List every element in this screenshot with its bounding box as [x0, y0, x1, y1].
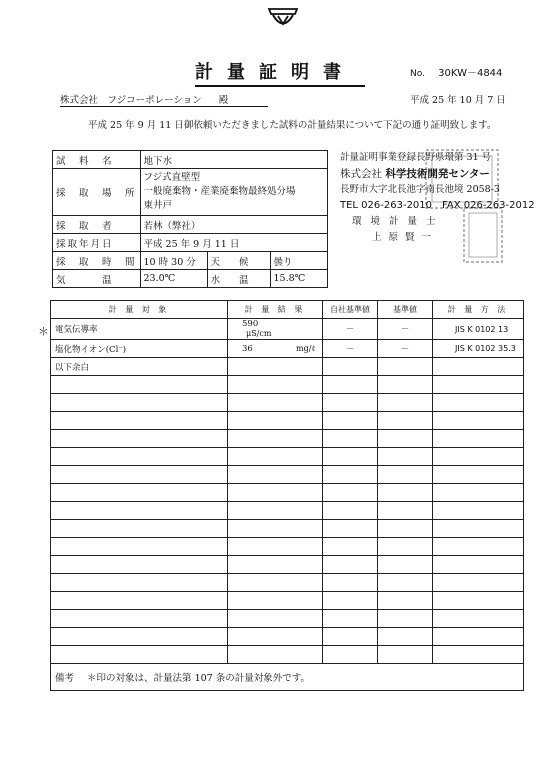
air-temp-label: 気 温 — [53, 270, 141, 288]
location-line: フジ式直壁型 — [143, 172, 201, 183]
empty-cell — [51, 448, 228, 466]
method-text: JIS K 0102 13 — [455, 324, 509, 334]
empty-cell — [228, 574, 323, 592]
table-row — [51, 520, 524, 538]
empty-cell — [228, 610, 323, 628]
sample-info-row — [53, 270, 328, 288]
empty-cell — [378, 376, 433, 394]
empty-cell — [378, 574, 433, 592]
own-standard-text: － — [345, 325, 355, 335]
recipient — [60, 92, 268, 107]
result-value: 590 — [242, 319, 259, 329]
target-text: 電気伝導率 — [55, 325, 98, 335]
document-number-label: No. — [410, 69, 425, 79]
empty-cell — [228, 502, 323, 520]
issuer-address: 長野市大字北長池字南長池境 2058-3 — [340, 184, 500, 195]
issuer-block — [340, 150, 535, 246]
sample-name-label: 試 料 名 — [53, 151, 141, 169]
empty-cell — [51, 610, 228, 628]
sampling-location-value — [140, 169, 327, 216]
empty-cell — [378, 646, 433, 664]
cell-target — [51, 319, 228, 340]
empty-cell — [323, 592, 378, 610]
empty-cell — [228, 376, 323, 394]
company-name: 科学技術開発センター — [385, 168, 490, 180]
header-result: 計 量 結 果 — [228, 301, 323, 319]
table-row — [51, 502, 524, 520]
empty-cell — [323, 376, 378, 394]
table-row — [51, 448, 524, 466]
empty-cell — [51, 466, 228, 484]
empty-cell — [323, 412, 378, 430]
table-row — [51, 592, 524, 610]
standard-text: － — [400, 325, 410, 335]
results-header-row — [51, 301, 524, 319]
table-row — [51, 319, 524, 340]
empty-cell — [378, 466, 433, 484]
empty-cell — [378, 538, 433, 556]
empty-cell — [323, 430, 378, 448]
empty-cell — [51, 520, 228, 538]
empty-cell — [323, 520, 378, 538]
cell-target — [51, 358, 228, 376]
table-row — [51, 610, 524, 628]
empty-cell — [228, 466, 323, 484]
recipient-honorific: 殿 — [218, 95, 229, 106]
table-row — [51, 556, 524, 574]
empty-cell — [378, 430, 433, 448]
empty-cell — [228, 556, 323, 574]
table-row — [51, 538, 524, 556]
sample-info-row — [53, 216, 328, 234]
empty-cell — [378, 610, 433, 628]
weather-value: 曇り — [270, 252, 327, 270]
empty-cell — [228, 484, 323, 502]
empty-cell — [323, 502, 378, 520]
empty-cell — [433, 556, 524, 574]
standard-text: － — [400, 344, 410, 355]
empty-cell — [433, 610, 524, 628]
remarks — [51, 664, 524, 691]
empty-cell — [433, 574, 524, 592]
sampling-location-label: 採 取 場 所 — [53, 169, 141, 216]
empty-cell — [228, 628, 323, 646]
header-target: 計 量 対 象 — [51, 301, 228, 319]
empty-cell — [323, 628, 378, 646]
location-line: 東井戸 — [143, 200, 173, 211]
empty-cell — [433, 430, 524, 448]
result-unit: μS/cm — [246, 329, 272, 338]
issuer-person: 上原賢一 — [372, 232, 439, 243]
empty-cell — [228, 592, 323, 610]
cell-method — [433, 358, 524, 376]
empty-cell — [323, 448, 378, 466]
issuer-company — [340, 166, 535, 182]
empty-cell — [433, 466, 524, 484]
empty-cell — [228, 394, 323, 412]
empty-cell — [51, 376, 228, 394]
empty-cell — [323, 394, 378, 412]
cell-own-standard — [323, 340, 378, 358]
empty-cell — [228, 412, 323, 430]
target-text: 塩化物イオン(Cl⁻) — [55, 344, 127, 355]
water-temp-value: 15.8℃ — [270, 270, 327, 288]
intro-text: 平成 25 年 9 月 11 日御依頼いただきました試料の計量結果について下記の通り証明致します。 — [88, 120, 497, 131]
company-logo-icon — [267, 6, 299, 30]
company-prefix: 株式会社 — [340, 168, 382, 180]
empty-cell — [51, 394, 228, 412]
empty-cell — [378, 484, 433, 502]
empty-cell — [228, 448, 323, 466]
sampling-time-value: 10 時 30 分 — [140, 252, 207, 270]
sample-info-row — [53, 169, 328, 216]
empty-cell — [378, 448, 433, 466]
empty-cell — [323, 610, 378, 628]
non-regulated-marker: ＊ — [38, 325, 49, 338]
cell-method — [433, 319, 524, 340]
empty-cell — [51, 484, 228, 502]
table-row — [51, 340, 524, 358]
issuer-phone-fax: TEL 026-263-2010 FAX 026-263-2012 — [340, 200, 535, 211]
results-table — [50, 300, 524, 691]
sampler-value: 若林（弊社） — [140, 216, 327, 234]
method-text: JIS K 0102 35.3 — [455, 344, 516, 353]
registration-number: 計量証明事業登録長野県環第 31 号 — [340, 152, 492, 163]
recipient-name: 株式会社 フジコーポレーション — [60, 95, 202, 106]
header-own-standard: 自社基準値 — [323, 301, 378, 319]
remarks-text: ＊印の対象は、計量法第 107 条の計量対象外です。 — [87, 673, 310, 684]
water-temp-label: 水 温 — [207, 270, 270, 288]
table-row — [51, 484, 524, 502]
empty-cell — [51, 592, 228, 610]
header-method: 計 量 方 法 — [433, 301, 524, 319]
issue-date: 平成 25 年 10 月 7 日 — [410, 95, 506, 106]
empty-cell — [51, 556, 228, 574]
sample-info-row — [53, 151, 328, 169]
empty-cell — [433, 448, 524, 466]
empty-cell — [228, 646, 323, 664]
air-temp-value: 23.0℃ — [140, 270, 207, 288]
empty-cell — [323, 556, 378, 574]
remarks-row — [51, 664, 524, 691]
table-row — [51, 412, 524, 430]
empty-cell — [51, 430, 228, 448]
empty-cell — [433, 592, 524, 610]
target-text: 以下余白 — [55, 362, 90, 373]
empty-cell — [228, 520, 323, 538]
empty-cell — [433, 646, 524, 664]
table-row — [51, 394, 524, 412]
empty-cell — [323, 646, 378, 664]
sampling-date-label: 採取年月日 — [53, 234, 141, 252]
cell-standard — [378, 340, 433, 358]
sample-info-table — [52, 150, 328, 288]
table-row — [51, 466, 524, 484]
table-row — [51, 628, 524, 646]
page-title: 計量証明書 — [195, 58, 365, 87]
sample-info-row — [53, 252, 328, 270]
empty-cell — [378, 412, 433, 430]
empty-cell — [433, 502, 524, 520]
empty-cell — [433, 394, 524, 412]
empty-cell — [378, 502, 433, 520]
issuer-role: 環境計量士 — [352, 216, 445, 227]
empty-cell — [51, 646, 228, 664]
empty-cell — [378, 556, 433, 574]
sampling-time-label: 採 取 時 間 — [53, 252, 141, 270]
empty-cell — [323, 574, 378, 592]
empty-cell — [228, 430, 323, 448]
empty-cell — [51, 502, 228, 520]
remarks-label: 備考 — [55, 673, 75, 684]
sample-name-value: 地下水 — [140, 151, 327, 169]
document-number-value: 30KW－4844 — [438, 68, 503, 79]
cell-result — [228, 358, 323, 376]
cell-result — [228, 319, 323, 340]
sampling-date-value: 平成 25 年 9 月 11 日 — [140, 234, 327, 252]
empty-cell — [51, 412, 228, 430]
empty-cell — [433, 520, 524, 538]
table-row — [51, 574, 524, 592]
cell-method — [433, 340, 524, 358]
document-number — [410, 64, 502, 79]
header-standard: 基準値 — [378, 301, 433, 319]
empty-cell — [378, 592, 433, 610]
table-row — [51, 358, 524, 376]
table-row — [51, 376, 524, 394]
empty-cell — [323, 538, 378, 556]
empty-cell — [51, 574, 228, 592]
empty-cell — [378, 520, 433, 538]
cell-target — [51, 340, 228, 358]
result-unit: mg/ℓ — [296, 343, 316, 353]
empty-cell — [433, 412, 524, 430]
empty-cell — [378, 628, 433, 646]
cell-own-standard — [323, 319, 378, 340]
result-value: 36 — [242, 343, 253, 354]
location-line: 一般廃棄物・産業廃棄物最終処分場 — [143, 186, 296, 197]
table-row — [51, 646, 524, 664]
table-row — [51, 430, 524, 448]
cell-result — [228, 340, 323, 358]
empty-cell — [323, 466, 378, 484]
cell-own-standard — [323, 358, 378, 376]
empty-cell — [51, 538, 228, 556]
empty-cell — [228, 538, 323, 556]
empty-cell — [51, 628, 228, 646]
cell-standard — [378, 319, 433, 340]
empty-cell — [433, 628, 524, 646]
empty-cell — [323, 484, 378, 502]
own-standard-text: － — [345, 344, 355, 355]
weather-label: 天 候 — [207, 252, 270, 270]
empty-cell — [433, 484, 524, 502]
cell-standard — [378, 358, 433, 376]
empty-cell — [433, 376, 524, 394]
empty-cell — [378, 394, 433, 412]
sample-info-row — [53, 234, 328, 252]
empty-cell — [433, 538, 524, 556]
sampler-label: 採 取 者 — [53, 216, 141, 234]
